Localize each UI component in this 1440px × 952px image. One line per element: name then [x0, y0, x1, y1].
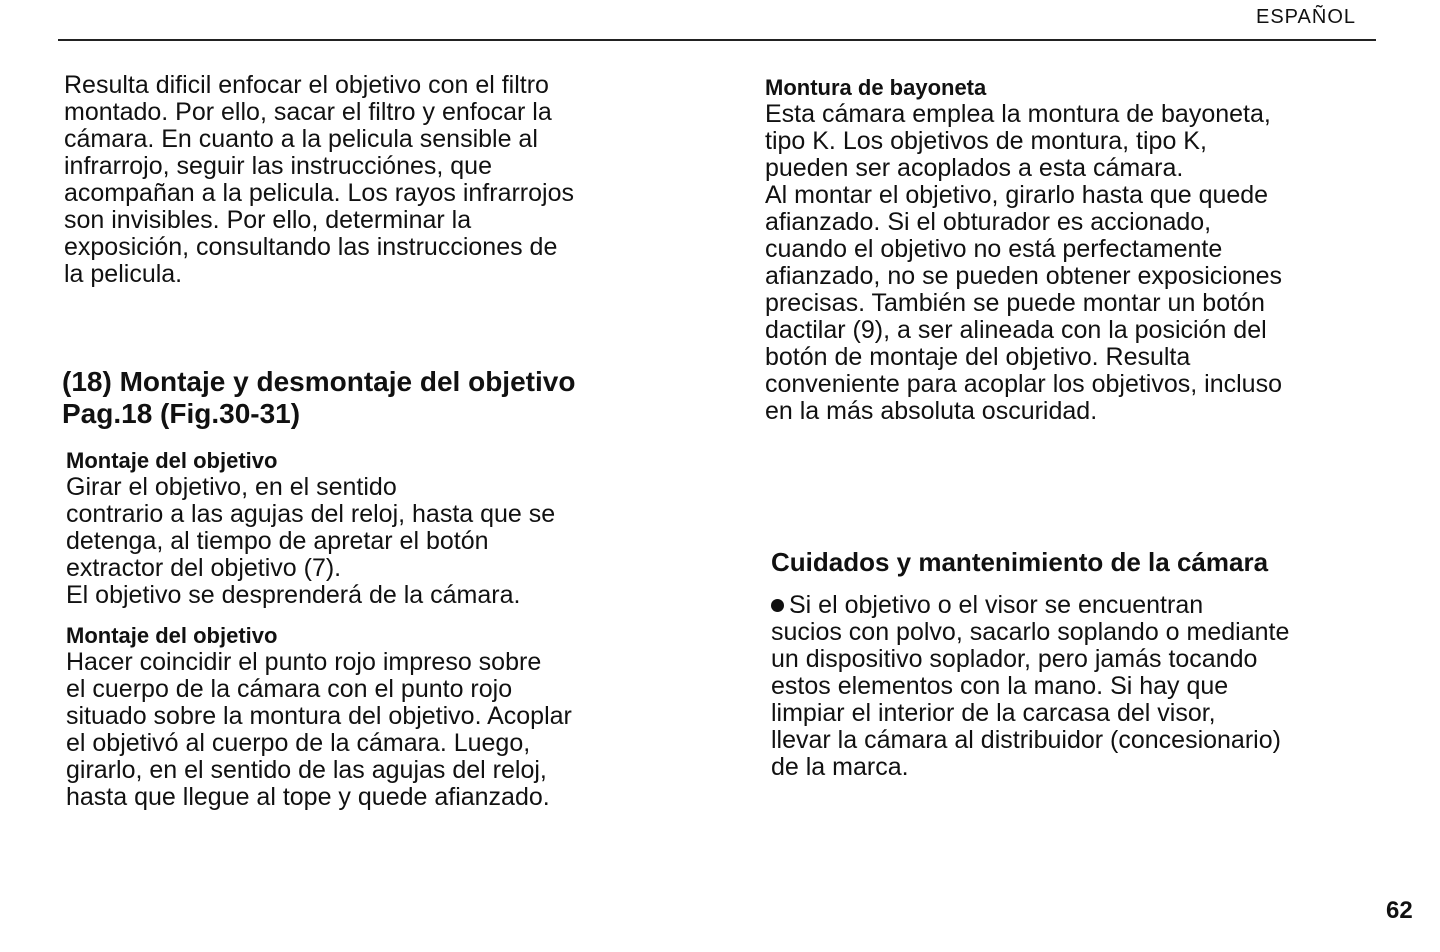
text-line: botón de montaje del objetivo. Resulta [765, 343, 1191, 371]
text-line: Girar el objetivo, en el sentido [66, 473, 397, 501]
bayonet-mount-paragraph [765, 101, 1405, 425]
care-title: Cuidados y mantenimiento de la cámara [771, 547, 1269, 577]
text-line: en la más absoluta oscuridad. [765, 397, 1098, 425]
left-column [64, 72, 684, 288]
text-line: afianzado, no se pueden obtener exposiciones [765, 262, 1283, 290]
text-line: de la marca. [771, 753, 909, 781]
text-line: estos elementos con la mano. Si hay que [771, 672, 1229, 700]
text-line: exposición, consultando las instrucciones de [64, 233, 558, 261]
intro-paragraph [64, 72, 684, 288]
care-paragraph [771, 592, 1411, 781]
lens-mounting-block [66, 623, 686, 811]
text-line: contrario a las agujas del reloj, hasta que se [66, 500, 556, 528]
language-label: ESPAÑOL [1256, 6, 1356, 28]
text-line: acompañan a la pelicula. Los rayos infrarrojos [64, 179, 574, 207]
text-line: girarlo, en el sentido de las agujas del reloj, [66, 756, 547, 784]
text-line: infrarrojo, seguir las instrucciónes, que [64, 152, 492, 180]
text-line: la pelicula. [64, 260, 183, 288]
text-line: limpiar el interior de la carcasa del visor, [771, 699, 1216, 727]
text-line: cámara. En cuanto a la pelicula sensible al [64, 125, 538, 153]
text-line: el objetivó al cuerpo de la cámara. Luego, [66, 729, 531, 757]
text-line: hasta que llegue al tope y quede afianzado. [66, 783, 550, 811]
text-line: situado sobre la montura del objetivo. Acoplar [66, 702, 572, 730]
lens-removal-block [66, 448, 686, 609]
bullet-icon [771, 599, 784, 612]
lens-mounting-heading: Montaje del objetivo [66, 623, 278, 648]
section-title-line-1: (18) Montaje y desmontaje del objetivo [62, 366, 576, 397]
text-line: Resulta dificil enfocar el objetivo con el filtro [64, 71, 549, 99]
text-line: el cuerpo de la cámara con el punto rojo [66, 675, 513, 703]
text-line: detenga, al tiempo de apretar el botón [66, 527, 489, 555]
page-number: 62 [1386, 897, 1413, 924]
lens-mounting-paragraph [66, 649, 686, 811]
text-line: conveniente para acoplar los objetivos, incluso [765, 370, 1282, 398]
bayonet-mount-heading: Montura de bayoneta [765, 75, 987, 100]
text-line: un dispositivo soplador, pero jamás tocando [771, 645, 1258, 673]
section-title-block [62, 366, 682, 430]
text-line: tipo K. Los objetivos de montura, tipo K, [765, 127, 1207, 155]
text-line: cuando el objetivo no está perfectamente [765, 235, 1223, 263]
text-line: Esta cámara emplea la montura de bayoneta, [765, 100, 1271, 128]
text-line: Hacer coincidir el punto rojo impreso sobre [66, 648, 542, 676]
text-line: precisas. También se puede montar un botón [765, 289, 1265, 317]
text-line: extractor del objetivo (7). [66, 554, 342, 582]
lens-removal-paragraph [66, 474, 686, 609]
text-line: Al montar el objetivo, girarlo hasta que quede [765, 181, 1269, 209]
text-line: Si el objetivo o el visor se encuentran [789, 591, 1204, 619]
header-rule [58, 39, 1376, 41]
text-line: El objetivo se desprenderá de la cámara. [66, 581, 521, 609]
care-block [771, 546, 1411, 781]
care-bullet-line [771, 592, 1411, 619]
text-line: dactilar (9), a ser alineada con la posición del [765, 316, 1267, 344]
bayonet-mount-block [765, 75, 1405, 425]
lens-removal-heading: Montaje del objetivo [66, 448, 278, 473]
section-title-line-2: Pag.18 (Fig.30-31) [62, 398, 301, 429]
text-line: afianzado. Si el obturador es accionado, [765, 208, 1212, 236]
text-line: pueden ser acoplados a esta cámara. [765, 154, 1184, 182]
text-line: sucios con polvo, sacarlo soplando o mediante [771, 618, 1290, 646]
text-line: son invisibles. Por ello, determinar la [64, 206, 472, 234]
text-line: montado. Por ello, sacar el filtro y enfocar la [64, 98, 552, 126]
text-line: llevar la cámara al distribuidor (concesionario) [771, 726, 1281, 754]
